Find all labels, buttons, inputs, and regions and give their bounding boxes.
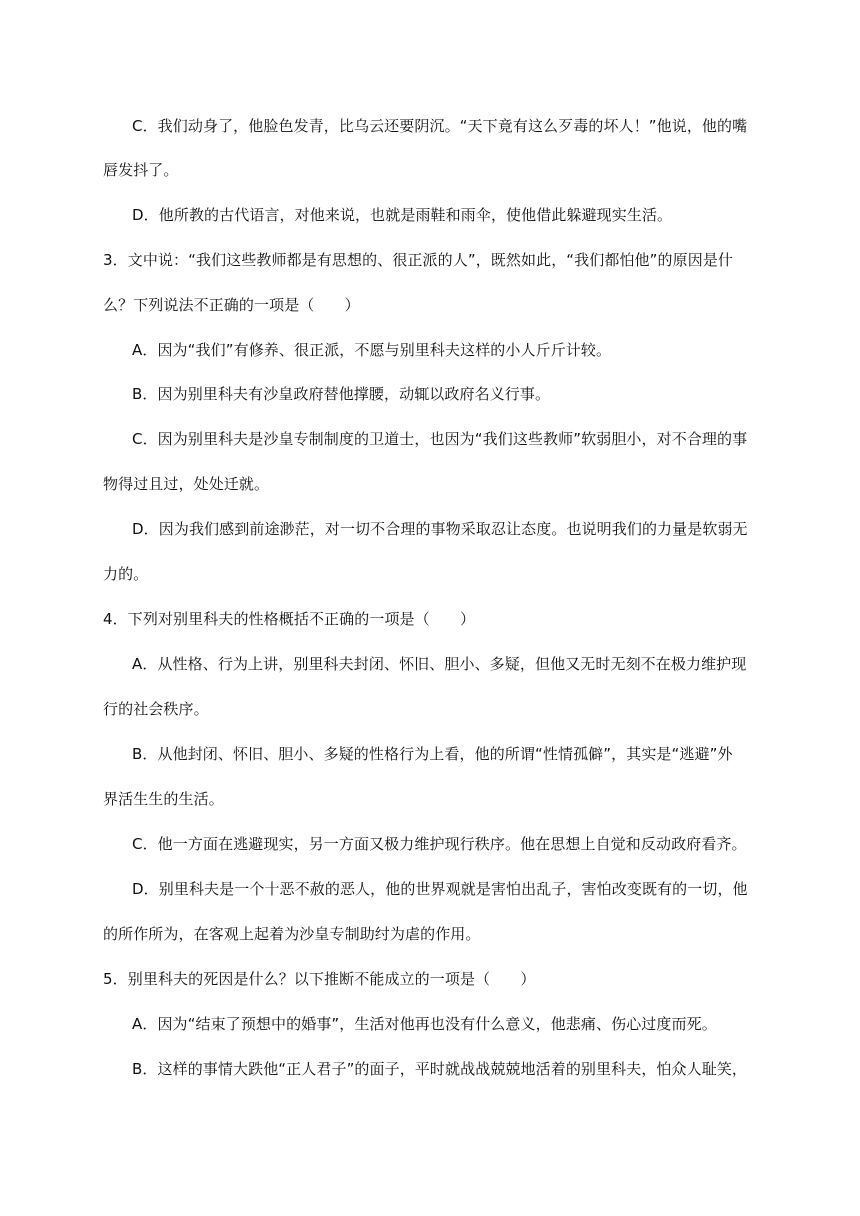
- option-text: D．他所教的古代语言，对他来说，也就是雨鞋和雨伞，使他借此躲避现实生活。: [132, 206, 673, 224]
- continuation-text: 力的。: [103, 565, 149, 583]
- continuation-text: 的所作所为，在客观上起着为沙皇专制助纣为虐的作用。: [103, 925, 481, 943]
- option-text: C．他一方面在逃避现实，另一方面又极力维护现行秩序。他在思想上自觉和反动政府看齐。: [132, 835, 747, 853]
- continuation-text: 行的社会秩序。: [103, 700, 209, 718]
- option-text: C．因为别里科夫是沙皇专制制度的卫道士，也因为“我们这些教师”软弱胆小，对不合理的事: [132, 430, 748, 448]
- question-text: 5．别里科夫的死因是什么？以下推断不能成立的一项是（ ）: [103, 970, 536, 988]
- continuation-text: 界活生生的生活。: [103, 790, 224, 808]
- option-text: A．因为“我们”有修养、很正派，不愿与别里科夫这样的小人斤斤计较。: [132, 341, 612, 359]
- option-text: D．因为我们感到前途渺茫，对一切不合理的事物采取忍让态度。也说明我们的力量是软弱无: [132, 520, 748, 538]
- option-text: A．因为“结束了预想中的婚事”，生活对他再也没有什么意义，他悲痛、伤心过度而死。: [132, 1015, 717, 1033]
- option-text: B．这样的事情大跌他“正人君子”的面子，平时就战战兢兢地活着的别里科夫，怕众人耻笑，: [132, 1060, 748, 1078]
- question-text: 3．文中说：“我们这些教师都是有思想的、很正派的人”，既然如此，“我们都怕他”的原因是什: [103, 251, 734, 269]
- continuation-text: 物得过且过，处处迁就。: [103, 475, 270, 493]
- option-text: D．别里科夫是一个十恶不赦的恶人，他的世界观就是害怕出乱子，害怕改变既有的一切，他: [132, 880, 748, 898]
- question-text: 4．下列对别里科夫的性格概括不正确的一项是（ ）: [103, 610, 476, 628]
- continuation-text: 唇发抖了。: [103, 161, 179, 179]
- option-text: B．因为别里科夫有沙皇政府替他撑腰，动辄以政府名义行事。: [132, 385, 551, 403]
- option-text: B．从他封闭、怀旧、胆小、多疑的性格行为上看，他的所谓“性情孤僻”，其实是“逃避”外: [132, 745, 733, 763]
- option-text: A．从性格、行为上讲，别里科夫封闭、怀旧、胆小、多疑，但他又无时无刻不在极力维护现: [132, 655, 747, 673]
- continuation-text: 么？下列说法不正确的一项是（ ）: [103, 296, 360, 314]
- option-text: C．我们动身了，他脸色发青，比乌云还要阴沉。“天下竟有这么歹毒的坏人！”他说，他的嘴: [132, 117, 748, 135]
